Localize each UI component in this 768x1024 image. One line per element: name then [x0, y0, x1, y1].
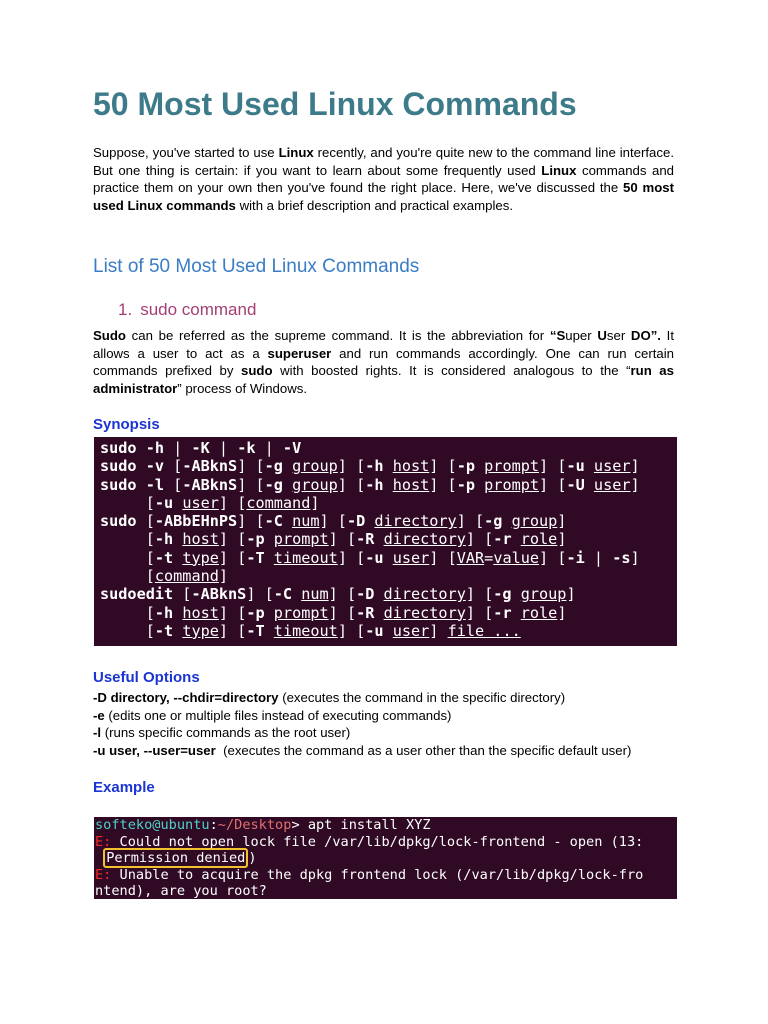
option-flag: -e	[93, 707, 105, 723]
permission-denied-highlight: Permission denied	[103, 848, 248, 868]
desc-text-uper: uper	[565, 328, 598, 343]
option-item	[93, 707, 693, 725]
intro-text-2: recently, and you're quite new to the command line interface. But one thing is certain: if you want to learn about some frequently used	[93, 145, 674, 178]
desc-text-3: and run commands accordingly. One can run certain commands prefixed by	[93, 345, 674, 379]
error-prefix: E:	[95, 833, 112, 850]
desc-text-ser: ser	[606, 328, 631, 343]
intro-paragraph	[93, 144, 674, 214]
options-list	[93, 689, 693, 759]
sudo-description	[93, 327, 674, 397]
useful-options-heading: Useful Options	[93, 669, 200, 686]
intro-text-3: commands and practice them on your own then you've found the right place. Here, we've discussed the	[93, 162, 674, 196]
desc-bold-do: DO	[630, 328, 651, 343]
option-desc: (edits one or multiple files instead of executing commands)	[104, 707, 452, 723]
intro-bold-linux-2: Linux	[541, 162, 577, 178]
desc-text-5: ” process of Windows.	[177, 380, 307, 396]
typed-command: apt install XYZ	[307, 817, 431, 833]
desc-text-4: with boosted rights. It is considered analogous to the “	[272, 363, 631, 379]
example-terminal-image	[94, 817, 677, 899]
synopsis-heading: Synopsis	[93, 416, 160, 433]
option-item	[93, 689, 693, 707]
intro-text-1: Suppose, you've started to use	[93, 145, 279, 160]
intro-text-4: with a brief description and practical examples.	[235, 197, 513, 213]
desc-quote-open: “	[549, 328, 557, 343]
error-text-1: Could not open lock file /var/lib/dpkg/lock-frontend - open (13:	[111, 833, 644, 850]
desc-text-1: can be referred as the supreme command. It is the abbreviation for	[125, 328, 550, 343]
section-number: 1.	[118, 300, 133, 319]
page-title: 50 Most Used Linux Commands	[93, 86, 577, 122]
section-heading	[118, 300, 256, 320]
option-flag: -D directory, --chdir=directory	[93, 690, 279, 705]
error-text-2-cont: ntend), are you root?	[95, 883, 267, 899]
desc-bold-sudo: Sudo	[93, 328, 126, 343]
prompt-colon: :	[209, 817, 218, 833]
option-flag: -l	[93, 725, 102, 741]
intro-bold-50-commands: 50 most used Linux commands	[93, 180, 675, 213]
prompt-path: ~/Desktop	[217, 817, 292, 833]
desc-bold-run-as-admin: run as administrator	[93, 363, 674, 396]
option-item	[93, 742, 693, 760]
prompt-char: >	[291, 817, 308, 833]
error-indent	[95, 850, 103, 866]
example-heading: Example	[93, 779, 155, 796]
desc-bold-sudo-2: sudo	[241, 363, 273, 379]
prompt-user-host: softeko@ubuntu	[95, 817, 210, 833]
option-desc: (executes the command in the specific directory)	[278, 690, 566, 705]
section-title: sudo command	[140, 300, 257, 319]
option-desc: (executes the command as a user other than the specific default user)	[215, 742, 632, 758]
intro-bold-linux-1: Linux	[278, 145, 314, 160]
desc-letter-s: S	[556, 328, 566, 343]
error-prefix: E:	[95, 866, 112, 883]
synopsis-terminal-image: sudo -h | -K | -k | -V sudo -v [-ABknS] [-g group] [-h host] [-p prompt] [-u user] sudo -l [-ABknS] [-g group] [-h host] [-p prompt] [-U user] [-u user] [command] sudo [-ABbEHnPS] [-C num] [-D directory] [-g group] [-h host] [-p prompt] [-R directory] [-r role] [-t type] [-T timeout] [-u user] [VAR=value] [-i | -s] [command] sudoedit [-ABknS] [-C num] [-D directory] [-g group] [-h host] [-p prompt] [-R directory] [-r role] [-t type] [-T timeout] [-u user] file ...	[94, 437, 677, 646]
desc-quote-close: ”.	[650, 328, 661, 343]
list-heading: List of 50 Most Used Linux Commands	[93, 256, 420, 277]
desc-letter-u: U	[597, 328, 607, 343]
option-flag: -u user, --user=user	[93, 742, 216, 758]
error-text-2: Unable to acquire the dpkg frontend lock (/var/lib/dpkg/lock-fro	[111, 866, 644, 883]
option-item	[93, 724, 693, 742]
option-desc: (runs specific commands as the root user)	[101, 725, 351, 741]
error-close-paren: )	[248, 850, 257, 867]
desc-text-2: It allows a user to act as a	[93, 328, 675, 361]
desc-bold-superuser: superuser	[267, 345, 332, 361]
